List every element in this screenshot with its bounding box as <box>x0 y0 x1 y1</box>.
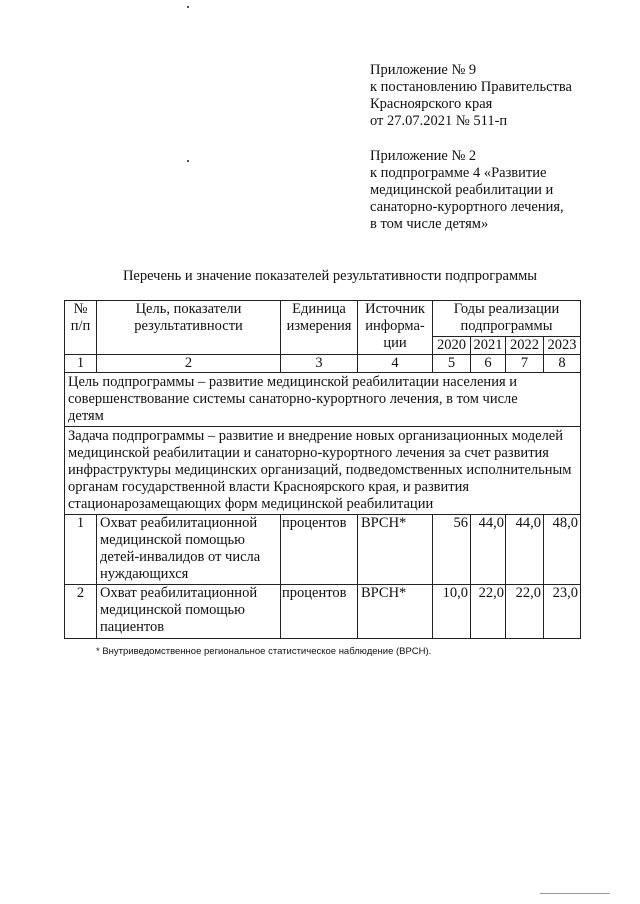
column-number: 8 <box>544 355 581 373</box>
column-number: 4 <box>358 355 433 373</box>
header-line: санаторно-курортного лечения, <box>370 199 564 215</box>
row-unit: процентов <box>281 585 358 639</box>
row-num: 2 <box>65 585 97 639</box>
row-value-2023: 48,0 <box>544 515 581 585</box>
task-row: Задача подпрограммы – развитие и внедрение новых организационных моделей медицинской реабилитации и санаторно-курортного лечения за счет развития инфраструктуры медицинских организаций, подведомственных исполнительным органам государственной власти Красноярского края, и развития стационарозамещающих форм медицинской реабилитации <box>65 427 581 515</box>
header-line: к подпрограмме 4 «Развитие <box>370 165 547 181</box>
row-name: Охват реабилитационной медицинской помощью пациентов <box>97 585 281 639</box>
row-num: 1 <box>65 515 97 585</box>
row-value-2022: 22,0 <box>506 585 544 639</box>
header-line: медицинской реабилитации и <box>370 182 554 198</box>
row-value-2022: 44,0 <box>506 515 544 585</box>
goal-row: Цель подпрограммы – развитие медицинской реабилитации населения и совершенствование системы санаторно-курортного лечения, в том числе детям <box>65 373 581 427</box>
column-number: 5 <box>433 355 471 373</box>
header-line: Приложение № 9 <box>370 62 477 78</box>
row-value-2020: 10,0 <box>433 585 471 639</box>
header-year: 2022 <box>506 337 544 355</box>
footnote: * Внутриведомственное региональное статистическое наблюдение (ВРСН). <box>96 646 432 657</box>
row-value-2023: 23,0 <box>544 585 581 639</box>
header-goal: Цель, показатели результативности <box>97 301 281 355</box>
scan-line <box>540 893 610 894</box>
scan-speck <box>187 160 189 162</box>
table-row <box>65 585 581 639</box>
column-number: 2 <box>97 355 281 373</box>
header-num: № п/п <box>65 301 97 355</box>
header-line: Приложение № 2 <box>370 148 477 164</box>
row-unit: процентов <box>281 515 358 585</box>
header-line: от 27.07.2021 № 511-п <box>370 113 508 129</box>
row-source: ВРСН* <box>358 585 433 639</box>
row-value-2020: 56 <box>433 515 471 585</box>
row-source: ВРСН* <box>358 515 433 585</box>
header-years-group: Годы реализации подпрограммы <box>433 301 581 337</box>
column-number: 1 <box>65 355 97 373</box>
header-year: 2020 <box>433 337 471 355</box>
row-name: Охват реабилитационной медицинской помощью детей-инвалидов от числа нуждающихся <box>97 515 281 585</box>
appendix-9-block <box>370 62 572 130</box>
header-unit: Единица измерения <box>281 301 358 355</box>
indicators-table <box>64 300 581 639</box>
column-number: 7 <box>506 355 544 373</box>
column-number: 3 <box>281 355 358 373</box>
scan-speck <box>187 6 189 8</box>
header-source: Источник информа-ции <box>358 301 433 355</box>
row-value-2021: 44,0 <box>471 515 506 585</box>
column-number: 6 <box>471 355 506 373</box>
document-title: Перечень и значение показателей результативности подпрограммы <box>122 268 538 284</box>
header-line: Красноярского края <box>370 96 493 112</box>
header-year: 2023 <box>544 337 581 355</box>
appendix-2-block <box>370 148 564 233</box>
table-row <box>65 515 581 585</box>
header-line: в том числе детям» <box>370 216 489 232</box>
header-line: к постановлению Правительства <box>370 79 572 95</box>
row-value-2021: 22,0 <box>471 585 506 639</box>
header-year: 2021 <box>471 337 506 355</box>
